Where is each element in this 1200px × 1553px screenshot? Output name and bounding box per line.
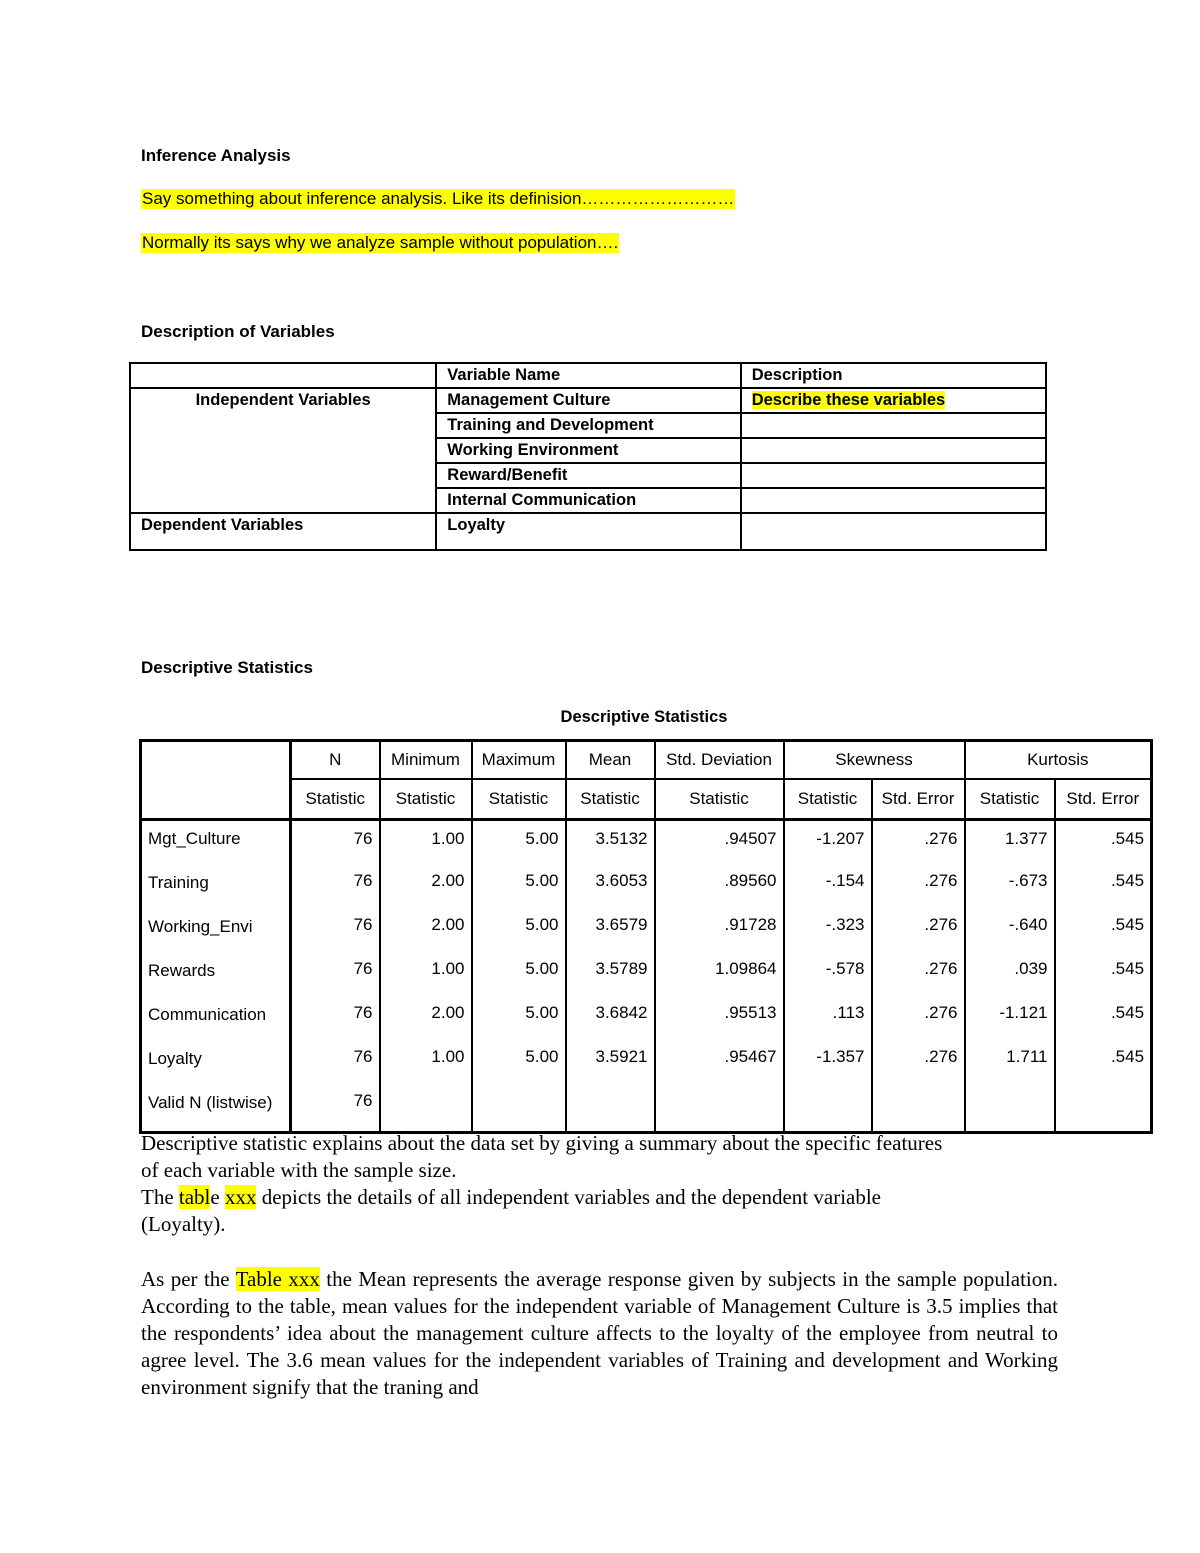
inference-heading: Inference Analysis	[141, 146, 291, 165]
stats-column-header: N	[291, 741, 380, 780]
stats-row	[141, 911, 1152, 955]
variable-description	[741, 513, 1046, 550]
stats-cell: 5.00	[472, 955, 566, 999]
paragraph-text: The	[141, 1185, 179, 1209]
descriptive-stats-table	[139, 739, 1153, 1134]
stats-subheader: Std. Error	[872, 779, 965, 820]
stats-cell: 1.00	[380, 1043, 472, 1087]
stats-cell: 5.00	[472, 1043, 566, 1087]
stats-column-header: Skewness	[784, 741, 965, 780]
variable-name: Reward/Benefit	[436, 463, 740, 488]
stats-cell: -.640	[965, 911, 1055, 955]
stats-cell	[965, 1087, 1055, 1133]
stats-subheader: Statistic	[965, 779, 1055, 820]
stats-cell: 1.09864	[655, 955, 784, 999]
stats-subheader: Statistic	[566, 779, 655, 820]
stats-cell: 3.5789	[566, 955, 655, 999]
stats-row-label: Mgt_Culture	[141, 820, 291, 868]
stats-cell: .545	[1055, 867, 1152, 911]
inference-note-2: Normally its says why we analyze sample without population….	[142, 233, 619, 252]
variable-description-highlight: Describe these variables	[751, 391, 946, 409]
stats-cell: .039	[965, 955, 1055, 999]
stats-corner-cell	[141, 741, 291, 820]
descriptive-heading: Descriptive Statistics	[141, 658, 313, 677]
stats-cell: 76	[291, 867, 380, 911]
paragraph-line: Descriptive statistic explains about the data set by giving a summary about the specific features	[141, 1131, 943, 1155]
stats-column-header: Std. Deviation	[655, 741, 784, 780]
stats-cell: 76	[291, 911, 380, 955]
stats-cell: 1.00	[380, 820, 472, 868]
stats-cell: -1.121	[965, 999, 1055, 1043]
variables-header-empty	[130, 363, 436, 388]
inference-note-1: Say something about inference analysis. Like its definision………………………	[142, 189, 735, 208]
variable-name: Loyalty	[436, 513, 740, 550]
variables-header-row	[130, 363, 1046, 388]
stats-cell: .95467	[655, 1043, 784, 1087]
dependent-variables-label: Dependent Variables	[130, 513, 436, 550]
highlight-text: xxx	[224, 1185, 257, 1209]
stats-cell	[655, 1087, 784, 1133]
stats-cell: .276	[872, 867, 965, 911]
stats-cell: 5.00	[472, 911, 566, 955]
stats-column-header: Minimum	[380, 741, 472, 780]
paragraph-text: As per the	[141, 1267, 236, 1291]
stats-cell: 3.6053	[566, 867, 655, 911]
stats-cell: .276	[872, 911, 965, 955]
stats-row	[141, 1043, 1152, 1087]
variables-table	[129, 362, 1047, 551]
stats-cell: 5.00	[472, 867, 566, 911]
stats-cell: 5.00	[472, 999, 566, 1043]
variable-name: Internal Communication	[436, 488, 740, 513]
variable-description	[741, 438, 1046, 463]
stats-cell: 1.377	[965, 820, 1055, 868]
stats-row-label: Working_Envi	[141, 911, 291, 955]
stats-cell: 3.5132	[566, 820, 655, 868]
paragraph-mean-analysis	[141, 1266, 1058, 1401]
variable-name: Working Environment	[436, 438, 740, 463]
stats-cell: 76	[291, 1087, 380, 1133]
stats-column-header: Kurtosis	[965, 741, 1152, 780]
stats-cell: .276	[872, 1043, 965, 1087]
stats-cell	[784, 1087, 872, 1133]
stats-subheader: Statistic	[472, 779, 566, 820]
stats-cell	[872, 1087, 965, 1133]
stats-cell: .545	[1055, 820, 1152, 868]
stats-cell: .276	[872, 955, 965, 999]
stats-cell: 76	[291, 955, 380, 999]
stats-cell: -.154	[784, 867, 872, 911]
stats-cell: .89560	[655, 867, 784, 911]
stats-cell: .545	[1055, 999, 1152, 1043]
stats-cell: 2.00	[380, 867, 472, 911]
stats-cell: .545	[1055, 911, 1152, 955]
paragraph-text: the Mean represents the average response given by subjects in the sample population. According to the table, mean values for the independent variable of Management Culture is 3.5 implies that the respondents’ idea about the management culture affects to the loyalty of the employee from neutral to agree level. The 3.6 mean values for the independent variables of Training and development and Working environment signify that the traning and	[141, 1267, 1058, 1399]
stats-row-label: Rewards	[141, 955, 291, 999]
stats-cell: 1.00	[380, 955, 472, 999]
stats-cell: .95513	[655, 999, 784, 1043]
stats-header-row	[141, 741, 1152, 780]
paragraph-line: (Loyalty).	[141, 1212, 226, 1236]
stats-cell: -1.207	[784, 820, 872, 868]
stats-cell: -.323	[784, 911, 872, 955]
variables-heading: Description of Variables	[141, 322, 335, 341]
paragraph-descriptive-summary	[141, 1130, 1058, 1238]
stats-cell: 2.00	[380, 999, 472, 1043]
stats-cell: 3.6579	[566, 911, 655, 955]
stats-cell: -.578	[784, 955, 872, 999]
stats-cell: -.673	[965, 867, 1055, 911]
variable-description	[741, 488, 1046, 513]
stats-subheader: Statistic	[291, 779, 380, 820]
stats-cell: .276	[872, 999, 965, 1043]
variables-row	[130, 388, 1046, 413]
stats-cell	[566, 1087, 655, 1133]
paragraph-text: e	[210, 1185, 225, 1209]
stats-cell: .113	[784, 999, 872, 1043]
highlight-text: Table xxx	[235, 1267, 320, 1291]
stats-table-title: Descriptive Statistics	[560, 708, 728, 726]
stats-row	[141, 1087, 1152, 1133]
stats-cell: 76	[291, 1043, 380, 1087]
stats-cell: .94507	[655, 820, 784, 868]
highlight-text: tabl	[178, 1185, 211, 1209]
variables-header-description: Description	[741, 363, 1046, 388]
stats-cell	[380, 1087, 472, 1133]
variable-description	[741, 463, 1046, 488]
variables-row	[130, 513, 1046, 550]
variable-name: Training and Development	[436, 413, 740, 438]
stats-cell: -1.357	[784, 1043, 872, 1087]
variable-description	[741, 413, 1046, 438]
stats-cell: 2.00	[380, 911, 472, 955]
stats-cell: 3.5921	[566, 1043, 655, 1087]
stats-cell: .276	[872, 820, 965, 868]
stats-subheader: Statistic	[655, 779, 784, 820]
stats-row	[141, 867, 1152, 911]
stats-column-header: Mean	[566, 741, 655, 780]
paragraph-line: of each variable with the sample size.	[141, 1158, 457, 1182]
stats-row	[141, 999, 1152, 1043]
stats-row	[141, 820, 1152, 868]
stats-cell: 5.00	[472, 820, 566, 868]
stats-cell	[1055, 1087, 1152, 1133]
stats-cell	[472, 1087, 566, 1133]
variables-header-name: Variable Name	[436, 363, 740, 388]
stats-row	[141, 955, 1152, 999]
stats-subheader: Std. Error	[1055, 779, 1152, 820]
stats-cell: 76	[291, 820, 380, 868]
variable-description	[741, 388, 1046, 413]
stats-row-label: Communication	[141, 999, 291, 1043]
stats-cell: 3.6842	[566, 999, 655, 1043]
independent-variables-label: Independent Variables	[130, 388, 436, 513]
stats-cell: 76	[291, 999, 380, 1043]
paragraph-text: depicts the details of all independent variables and the dependent variable	[256, 1185, 881, 1209]
stats-subheader: Statistic	[380, 779, 472, 820]
stats-column-header: Maximum	[472, 741, 566, 780]
stats-row-label: Training	[141, 867, 291, 911]
stats-cell: .545	[1055, 1043, 1152, 1087]
stats-cell: .91728	[655, 911, 784, 955]
variable-name: Management Culture	[436, 388, 740, 413]
stats-row-label: Loyalty	[141, 1043, 291, 1087]
stats-row-label: Valid N (listwise)	[141, 1087, 291, 1133]
stats-subheader: Statistic	[784, 779, 872, 820]
stats-subheader-row	[141, 779, 1152, 820]
stats-cell: 1.711	[965, 1043, 1055, 1087]
stats-cell: .545	[1055, 955, 1152, 999]
